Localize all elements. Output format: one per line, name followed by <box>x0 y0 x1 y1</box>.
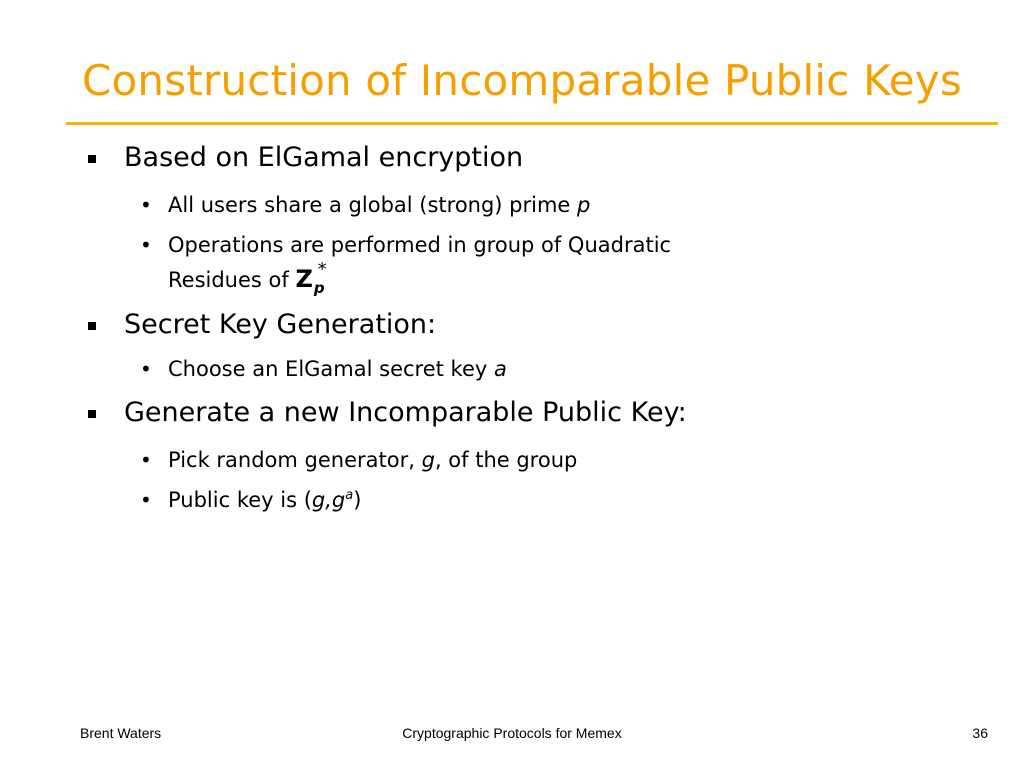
title-underline <box>66 122 998 125</box>
sub-bullet-public-key: Public key is $(g,g^a)$ <box>168 488 362 512</box>
dot-bullet-icon: • <box>140 448 152 472</box>
square-bullet-icon <box>88 155 96 163</box>
sub-bullet-quadratic-line1: Operations are performed in group of Quadratic <box>168 233 672 257</box>
zp-star-symbol: $Z_p^*$ <box>295 259 327 297</box>
square-bullet-icon <box>88 410 96 418</box>
dot-bullet-icon: • <box>140 357 152 381</box>
sub-bullet-global-prime: All users share a global (strong) prime p <box>168 193 591 217</box>
dot-bullet-icon: • <box>140 488 152 512</box>
square-bullet-icon <box>88 322 96 330</box>
sub-bullet-generator: Pick random generator, g, of the group <box>168 448 578 472</box>
bullet-new-public-key: Generate a new Incomparable Public Key: <box>124 397 687 428</box>
bullet-elgamal: Based on ElGamal encryption <box>124 142 524 173</box>
dot-bullet-icon: • <box>140 193 152 217</box>
sub-bullet-quadratic-line2: Residues of $Z_p^*$ <box>168 265 333 293</box>
sub-bullet-secret-key: Choose an ElGamal secret key a <box>168 357 507 381</box>
dot-bullet-icon: • <box>140 233 152 257</box>
footer-author: Brent Waters <box>80 725 162 741</box>
footer-page-number: 36 <box>972 725 988 741</box>
footer-course: Cryptographic Protocols for Memex <box>402 725 622 741</box>
slide-title: Construction of Incomparable Public Keys <box>82 56 962 105</box>
bullet-secret-key: Secret Key Generation: <box>124 309 437 340</box>
